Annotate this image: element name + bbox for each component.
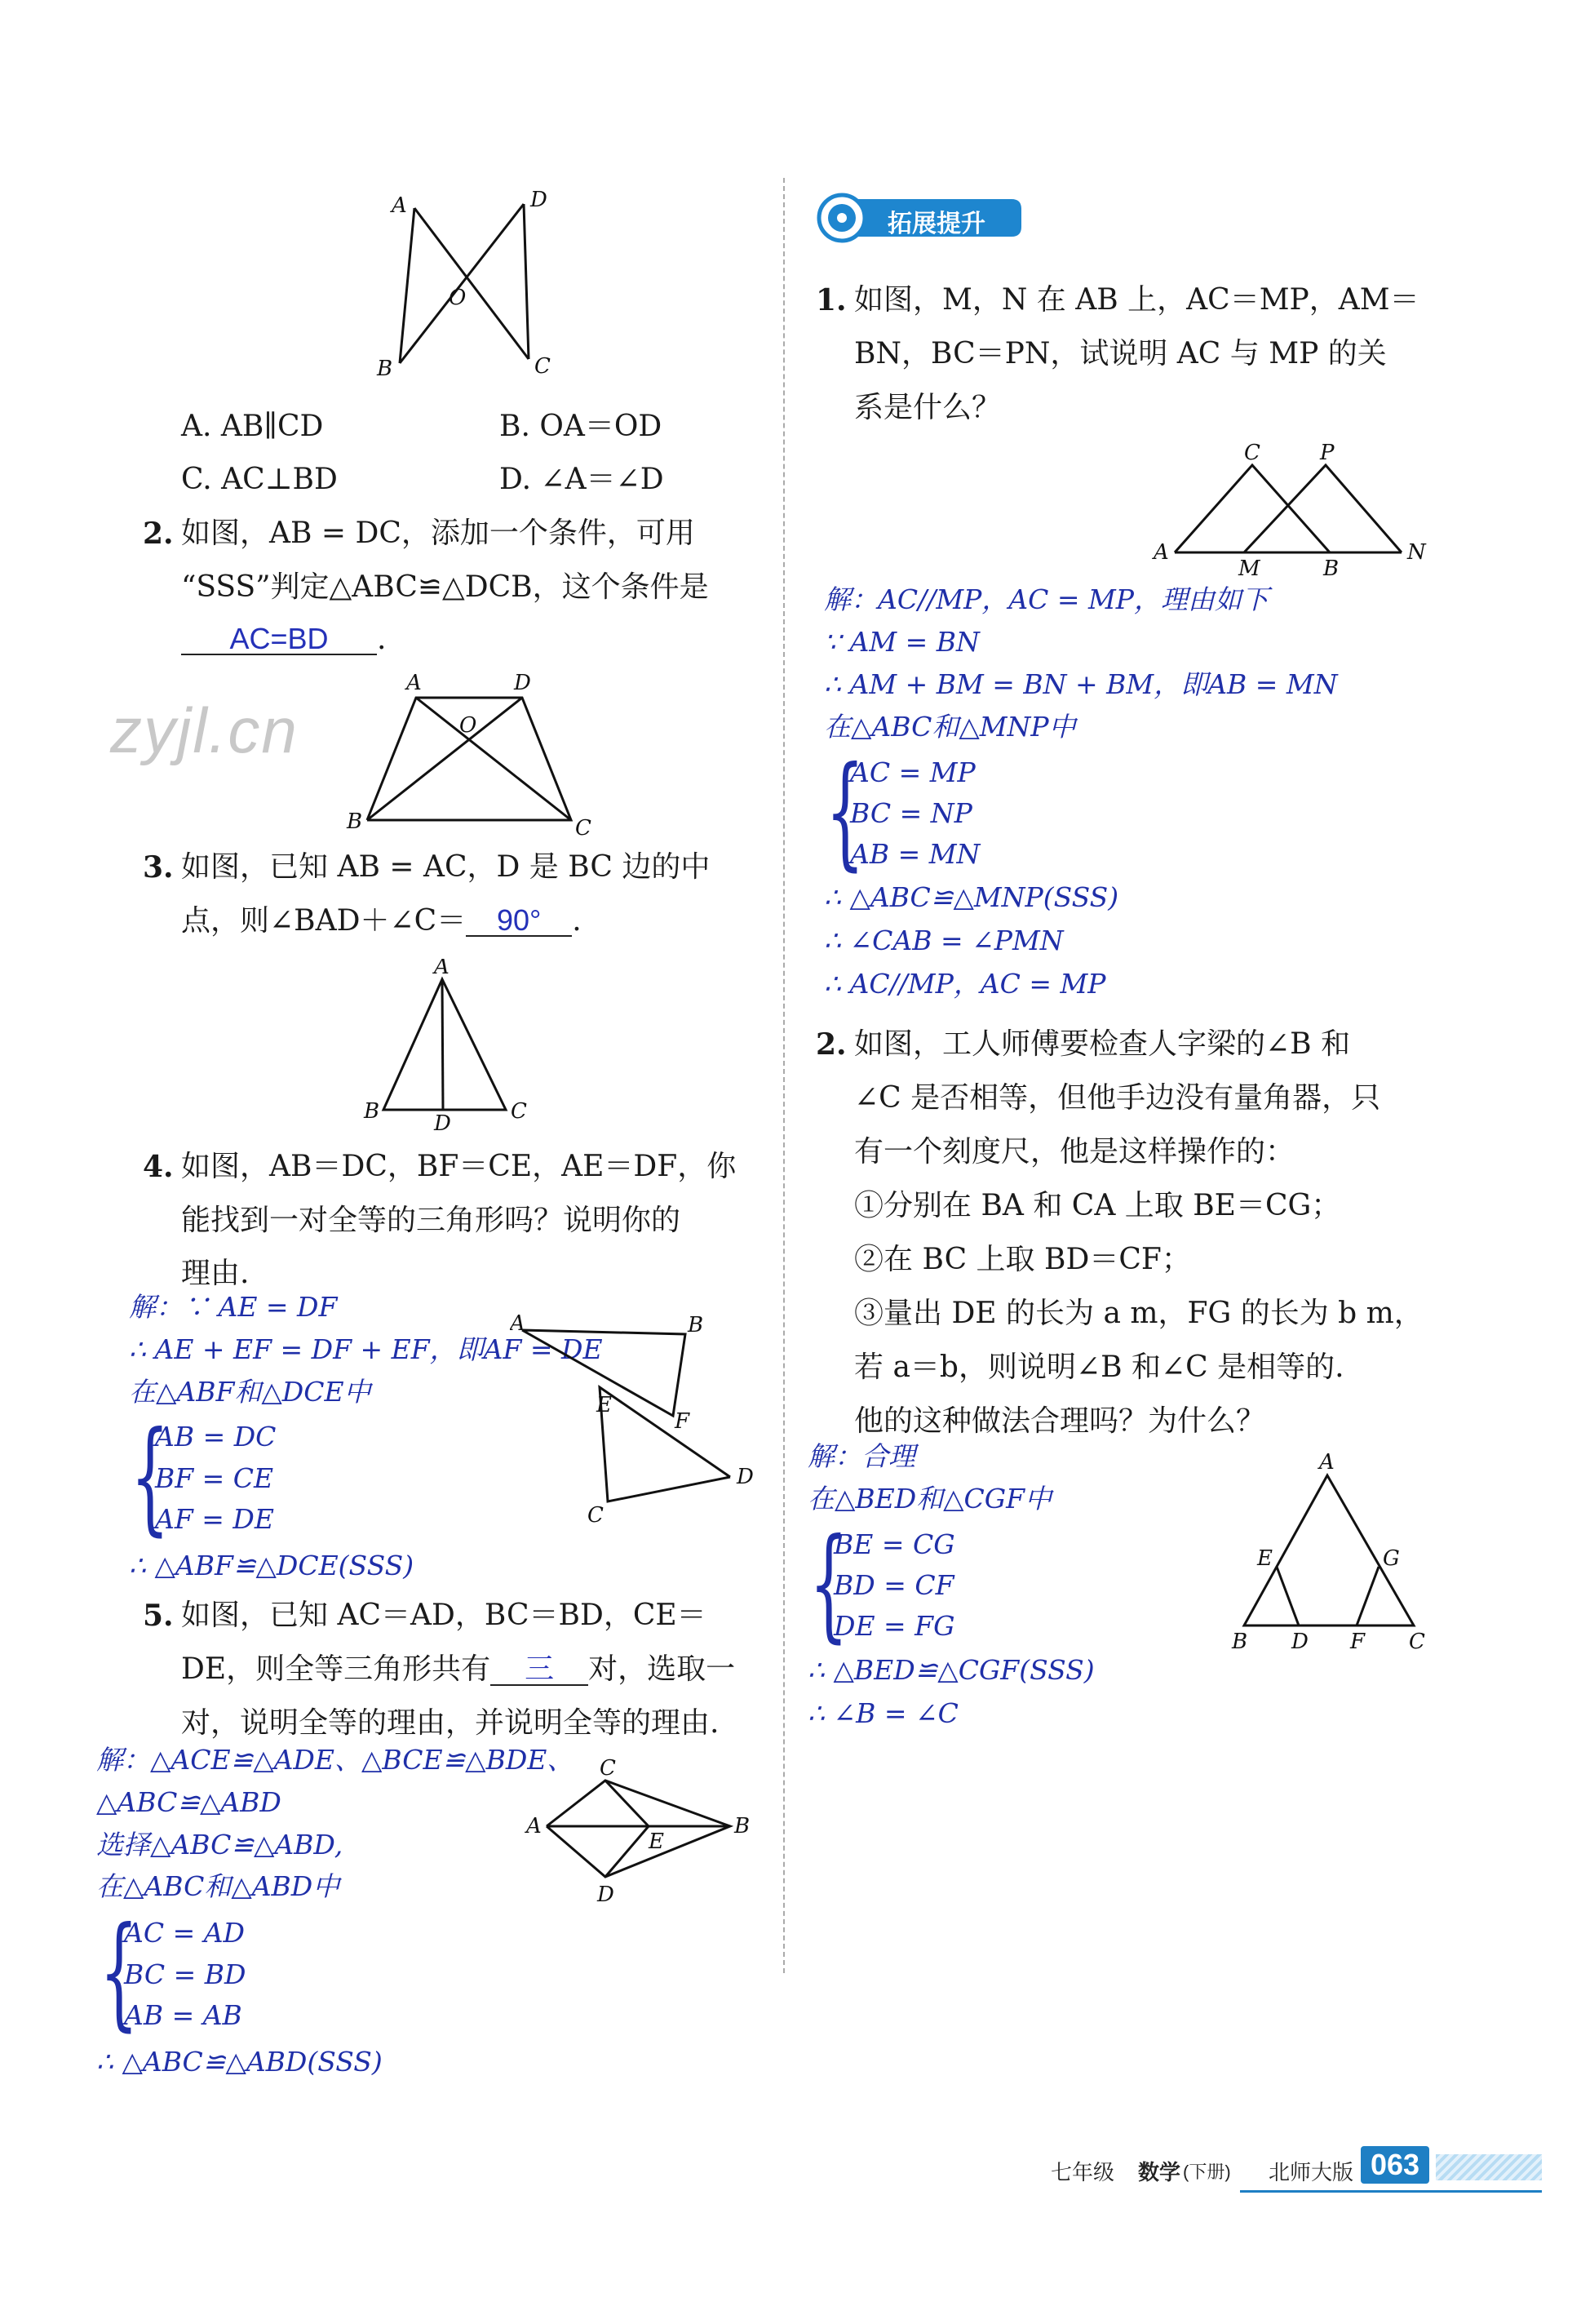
q5-line3: 对，说明全等的理由，并说明全等的理由. xyxy=(181,1706,720,1740)
footer-edition: 北师大版 xyxy=(1269,2160,1354,2184)
label-c: C xyxy=(575,816,591,836)
q4-sol-3: 在△ABF和△DCE中 xyxy=(129,1376,371,1408)
q5-conclusion: ∴ △ABC≌△ABD(SSS) xyxy=(96,2046,383,2078)
rq1-line3: 系是什么？ xyxy=(854,391,1002,424)
figure-q4 xyxy=(510,1306,771,1526)
q4-sol-2: ∴ AE + EF = DF + EF，即AF = DE xyxy=(129,1333,603,1365)
rq1-sys-2: BC = NP xyxy=(850,797,972,829)
label-b: B xyxy=(377,357,393,381)
rq2-line2: ∠C 是否相等，但他手边没有量角器，只 xyxy=(854,1081,1381,1115)
footer-subject: 数学 xyxy=(1138,2160,1181,2184)
q5-line2-pre: DE，则全等三角形共有 xyxy=(181,1652,491,1686)
rq2-line8: 他的这种做法合理吗？为什么？ xyxy=(854,1404,1266,1438)
label-c: C xyxy=(600,1756,616,1781)
rq2-line4: ①分别在 BA 和 CA 上取 BE＝CG； xyxy=(854,1189,1341,1222)
rq2-sys-1: BE = CG xyxy=(834,1528,955,1560)
q3-line2 xyxy=(181,903,582,938)
rq2-sol-2: 在△BED和△CGF中 xyxy=(808,1483,1052,1515)
q3-answer: 90° xyxy=(466,906,572,937)
figure-q5 xyxy=(522,1754,759,1909)
q3-end: . xyxy=(572,904,582,938)
rq2-sol-1: 解：合理 xyxy=(808,1440,915,1472)
label-o: O xyxy=(459,713,477,738)
q4-line3: 理由. xyxy=(181,1257,250,1290)
q4-number: 4. xyxy=(143,1150,174,1184)
label-d: D xyxy=(434,1111,451,1130)
label-b: B xyxy=(688,1313,704,1337)
option-d: D. ∠A＝∠D xyxy=(499,463,664,496)
label-a: A xyxy=(526,1814,542,1838)
rq1-number: 1. xyxy=(816,283,847,317)
label-f: F xyxy=(1350,1630,1366,1654)
rq1-sol-1: 解：AC//MP，AC = MP，理由如下 xyxy=(824,583,1269,615)
section-title: 拓展提升 xyxy=(888,210,985,238)
q5-line2-post: 对，选取一 xyxy=(588,1652,736,1686)
label-d: D xyxy=(597,1883,614,1907)
rq2-concl-2: ∴ ∠B = ∠C xyxy=(808,1697,959,1729)
label-b: B xyxy=(364,1099,380,1124)
rq1-concl-2: ∴ ∠CAB = ∠PMN xyxy=(824,925,1064,956)
label-c: C xyxy=(511,1099,527,1124)
q5-sol-3: 选择△ABC≌△ABD, xyxy=(96,1829,343,1861)
q4-sys-3: AF = DE xyxy=(155,1503,274,1535)
q5-sol-2: △ABC≌△ABD xyxy=(96,1786,281,1818)
label-a: A xyxy=(1154,540,1169,565)
footer-rule xyxy=(1240,2190,1542,2193)
q3-line1: 如图，已知 AB = AC，D 是 BC 边的中 xyxy=(181,850,711,884)
rq2-line7: 若 a＝b，则说明∠B 和∠C 是相等的. xyxy=(854,1350,1344,1384)
label-d: D xyxy=(530,188,547,212)
label-d: D xyxy=(1291,1630,1309,1654)
q5-sys-1: AC = AD xyxy=(124,1917,246,1949)
rq2-concl-1: ∴ △BED≌△CGF(SSS) xyxy=(808,1654,1095,1686)
rq1-sol-3: ∴ AM + BM = BN + BM，即AB = MN xyxy=(824,668,1338,700)
label-c: C xyxy=(1244,441,1260,465)
q4-line2: 能找到一对全等的三角形吗？说明你的 xyxy=(181,1204,681,1237)
rq2-line3: 有一个刻度尺，他是这样操作的： xyxy=(854,1135,1295,1169)
kite xyxy=(547,1781,730,1877)
rq2-brace: { xyxy=(809,1513,848,1655)
seg-bd xyxy=(400,204,524,363)
rq1-line2: BN，BC＝PN，试说明 AC 与 MP 的关 xyxy=(854,337,1387,370)
label-c: C xyxy=(1409,1630,1425,1654)
figure-rq1 xyxy=(1142,437,1436,579)
option-c: C. AC⊥BD xyxy=(181,463,338,496)
triangle-abc xyxy=(383,979,506,1110)
q5-sys-3: AB = AB xyxy=(124,1999,242,2031)
rq2-sys-3: DE = FG xyxy=(834,1610,955,1642)
q5-line2 xyxy=(181,1652,736,1686)
q4-line1: 如图，AB＝DC，BF＝CE，AE＝DF，你 xyxy=(181,1150,737,1183)
figure-rq2 xyxy=(1220,1452,1440,1661)
q2-line2: “SSS”判定△ABC≌△DCB，这个条件是 xyxy=(181,570,709,604)
rq1-concl-1: ∴ △ABC≌△MNP(SSS) xyxy=(824,881,1119,913)
figure-q2 xyxy=(343,673,604,836)
q5-sol-1: 解：△ACE≌△ADE、△BCE≌△BDE、 xyxy=(96,1744,574,1776)
label-b: B xyxy=(1232,1630,1248,1654)
q5-sys-2: BC = BD xyxy=(124,1958,246,1990)
label-e: E xyxy=(596,1393,612,1417)
label-o: O xyxy=(449,286,467,310)
watermark: zyjl.cn xyxy=(110,694,299,766)
seg-ab xyxy=(400,208,414,363)
triangle-acb xyxy=(1175,465,1330,552)
rq2-line1: 如图，工人师傅要检查人字梁的∠B 和 xyxy=(854,1027,1351,1061)
rq1-sys-3: AB = MN xyxy=(850,838,981,870)
figure-q3 xyxy=(359,959,538,1130)
triangle-mpn xyxy=(1244,465,1402,552)
footer-grade: 七年级 xyxy=(1051,2160,1115,2184)
q2-answer-line xyxy=(181,624,386,655)
q2-end: . xyxy=(377,623,387,656)
label-a: A xyxy=(510,1311,525,1336)
q4-brace: { xyxy=(131,1406,170,1548)
label-e: E xyxy=(649,1829,664,1854)
seg-ac xyxy=(414,208,529,359)
seg-gf xyxy=(1357,1567,1379,1625)
column-divider xyxy=(783,178,785,1973)
rq1-sol-4: 在△ABC和△MNP中 xyxy=(824,711,1076,743)
q5-answer: 三 xyxy=(490,1655,588,1686)
label-f: F xyxy=(675,1409,690,1434)
label-c: C xyxy=(587,1503,604,1526)
figure-q1 xyxy=(359,184,555,388)
rq1-line1: 如图，M，N 在 AB 上，AC＝MP，AM＝ xyxy=(854,283,1419,317)
q4-sol-1: 解：∵ AE = DF xyxy=(129,1291,338,1323)
label-e: E xyxy=(1257,1546,1273,1571)
rq2-line6: ③量出 DE 的长为 a m，FG 的长为 b m， xyxy=(854,1297,1424,1330)
rq2-sys-2: BD = CF xyxy=(834,1569,954,1601)
q5-line1: 如图，已知 AC＝AD，BC＝BD，CE＝ xyxy=(181,1599,706,1632)
option-b: B. OA＝OD xyxy=(499,410,662,443)
rq1-sol-2: ∵ AM = BN xyxy=(824,626,980,658)
page-number: 063 xyxy=(1361,2146,1429,2184)
footer-volume: (下册) xyxy=(1183,2162,1231,2182)
q4-conclusion: ∴ △ABF≌△DCE(SSS) xyxy=(129,1550,414,1581)
q5-brace: { xyxy=(100,1901,139,2043)
seg-dc xyxy=(524,204,529,359)
rq2-number: 2. xyxy=(816,1027,847,1062)
q2-answer: AC=BD xyxy=(181,624,377,655)
rq1-sys-1: AC = MP xyxy=(850,756,976,788)
footer-stripe xyxy=(1436,2154,1542,2180)
triangle-dce xyxy=(600,1387,730,1501)
label-c: C xyxy=(534,354,551,379)
q3-line2-text: 点，则∠BAD＋∠C＝ xyxy=(181,904,467,938)
rq1-brace: { xyxy=(826,741,865,883)
rq2-line5: ②在 BC 上取 BD＝CF； xyxy=(854,1243,1191,1276)
label-b: B xyxy=(347,809,363,834)
label-m: M xyxy=(1238,557,1260,579)
label-d: D xyxy=(514,673,531,695)
q5-number: 5. xyxy=(143,1599,174,1633)
label-b: B xyxy=(1323,557,1340,579)
label-a: A xyxy=(434,959,450,979)
section-banner xyxy=(816,193,1024,243)
option-a: A. AB∥CD xyxy=(181,410,324,443)
label-a: A xyxy=(392,193,407,218)
q4-sys-2: BF = CE xyxy=(155,1462,274,1494)
median-ad xyxy=(442,979,443,1110)
label-d: D xyxy=(737,1465,754,1489)
q3-number: 3. xyxy=(143,850,174,885)
label-a: A xyxy=(1319,1452,1335,1475)
seg-ed xyxy=(1277,1567,1299,1625)
q5-sol-4: 在△ABC和△ABD中 xyxy=(96,1870,340,1902)
rq1-concl-3: ∴ AC//MP，AC = MP xyxy=(824,968,1106,1000)
label-g: G xyxy=(1383,1546,1400,1571)
q4-sys-1: AB = DC xyxy=(155,1421,277,1452)
q2-number: 2. xyxy=(143,517,174,551)
q2-line1: 如图，AB = DC，添加一个条件，可用 xyxy=(181,517,695,550)
label-n: N xyxy=(1407,540,1426,565)
label-p: P xyxy=(1320,441,1335,465)
label-b: B xyxy=(734,1814,751,1838)
label-a: A xyxy=(406,673,422,695)
